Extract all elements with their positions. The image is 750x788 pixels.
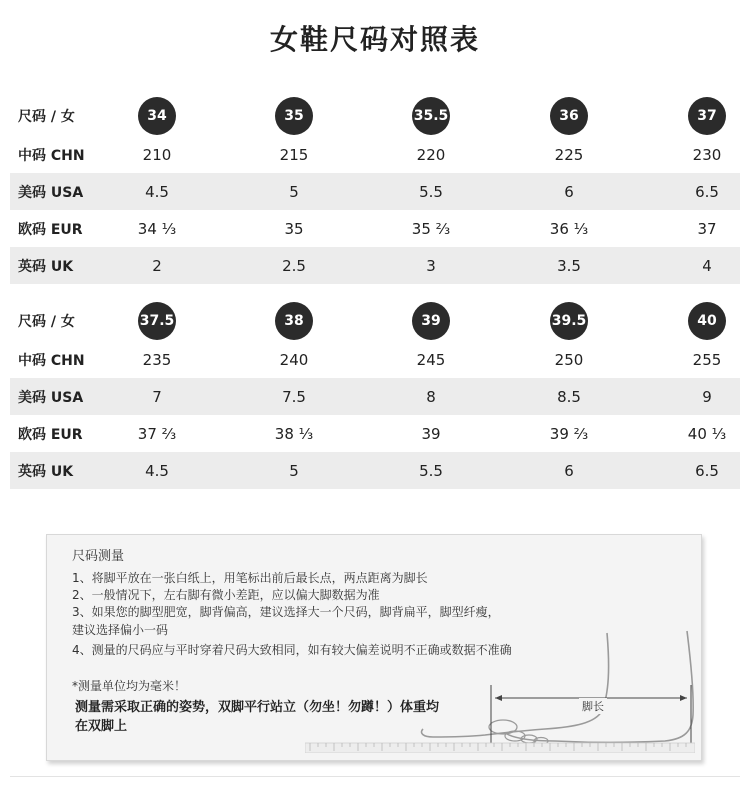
uk-cell: 5	[289, 461, 299, 480]
row-label-size: 尺码 / 女	[18, 109, 75, 125]
chn-cell: 220	[416, 145, 446, 164]
usa-cell: 6.5	[695, 182, 719, 201]
eur-cell: 37 ⅔	[137, 424, 177, 443]
unit-note: *测量单位均为毫米！	[72, 679, 187, 693]
eur-cell: 35	[284, 219, 304, 238]
note-line: 4、测量的尺码应与平时穿着尺码大致相同，如有较大偏差说明不正确或数据不准确	[72, 643, 512, 657]
row-label-uk: 英码 UK	[18, 258, 74, 275]
posture-note: 在双脚上	[75, 719, 128, 734]
usa-cell: 7.5	[282, 387, 306, 406]
size-badge: 39.5	[550, 302, 588, 340]
uk-cell: 6.5	[695, 461, 719, 480]
note-line: 2、一般情况下，左右脚有微小差距，应以偏大脚数据为准	[72, 588, 380, 602]
row-label-usa: 美码 USA	[18, 184, 84, 201]
size-badge: 37.5	[138, 302, 176, 340]
foot-measure-illustration	[305, 623, 695, 753]
row-label-size: 尺码 / 女	[18, 314, 75, 330]
usa-cell: 9	[702, 387, 712, 406]
eur-cell: 37	[697, 219, 717, 238]
size-badge: 40	[688, 302, 726, 340]
chn-row	[10, 341, 740, 378]
size-badge: 36	[550, 97, 588, 135]
chn-row	[10, 136, 740, 173]
measurement-notes	[46, 534, 702, 761]
chn-cell: 255	[692, 350, 722, 369]
row-label-uk: 英码 UK	[18, 463, 74, 480]
chn-cell: 245	[416, 350, 446, 369]
uk-cell: 3	[426, 256, 436, 275]
usa-row	[10, 378, 740, 415]
page-title: 女鞋尺码对照表	[269, 23, 480, 56]
usa-cell: 5.5	[419, 182, 443, 201]
uk-cell: 5.5	[419, 461, 443, 480]
usa-cell: 8	[426, 387, 436, 406]
usa-cell: 4.5	[145, 182, 169, 201]
chn-cell: 235	[142, 350, 172, 369]
eur-cell: 39	[421, 424, 441, 443]
eur-cell: 38 ⅓	[274, 424, 314, 443]
eur-row	[10, 415, 740, 452]
size-table-1	[10, 96, 740, 284]
size-badge: 35.5	[412, 97, 450, 135]
size-badge: 35	[275, 97, 313, 135]
chn-cell: 240	[279, 350, 309, 369]
uk-cell: 2	[152, 256, 162, 275]
uk-cell: 4	[702, 256, 712, 275]
uk-cell: 4.5	[145, 461, 169, 480]
row-label-usa: 美码 USA	[18, 389, 84, 406]
chn-cell: 225	[554, 145, 584, 164]
eur-cell: 36 ⅓	[549, 219, 589, 238]
usa-row	[10, 173, 740, 210]
eur-cell: 35 ⅔	[411, 219, 451, 238]
row-label-eur: 欧码 EUR	[18, 426, 83, 443]
chn-cell: 250	[554, 350, 584, 369]
uk-row	[10, 452, 740, 489]
row-label-eur: 欧码 EUR	[18, 221, 83, 238]
posture-note: 测量需采取正确的姿势，双脚平行站立（勿坐！勿蹲！）体重均	[75, 700, 440, 715]
usa-cell: 5	[289, 182, 299, 201]
eur-cell: 39 ⅔	[549, 424, 589, 443]
usa-cell: 8.5	[557, 387, 581, 406]
notes-heading: 尺码测量	[72, 549, 125, 564]
eur-row	[10, 210, 740, 247]
chn-cell: 230	[692, 145, 722, 164]
size-badge: 34	[138, 97, 176, 135]
row-label-chn: 中码 CHN	[18, 352, 85, 369]
size-table-2	[10, 301, 740, 489]
note-line: 建议选择偏小一码	[72, 623, 169, 637]
uk-row	[10, 247, 740, 284]
size-badge: 37	[688, 97, 726, 135]
bottom-divider	[10, 776, 740, 777]
note-line: 1、将脚平放在一张白纸上，用笔标出前后最长点，两点距离为脚长	[72, 571, 428, 585]
eur-cell: 34 ⅓	[137, 219, 177, 238]
eur-cell: 40 ⅓	[687, 424, 727, 443]
size-row	[10, 301, 740, 341]
row-label-chn: 中码 CHN	[18, 147, 85, 164]
size-badge: 39	[412, 302, 450, 340]
chn-cell: 210	[142, 145, 172, 164]
chn-cell: 215	[279, 145, 309, 164]
usa-cell: 7	[152, 387, 162, 406]
uk-cell: 3.5	[557, 256, 581, 275]
usa-cell: 6	[564, 182, 574, 201]
uk-cell: 6	[564, 461, 574, 480]
uk-cell: 2.5	[282, 256, 306, 275]
size-badge: 38	[275, 302, 313, 340]
size-row	[10, 96, 740, 136]
note-line: 3、如果您的脚型肥宽，脚背偏高，建议选择大一个尺码，脚背扁平，脚型纤瘦，	[72, 605, 500, 619]
foot-length-label: 脚长	[579, 698, 607, 714]
